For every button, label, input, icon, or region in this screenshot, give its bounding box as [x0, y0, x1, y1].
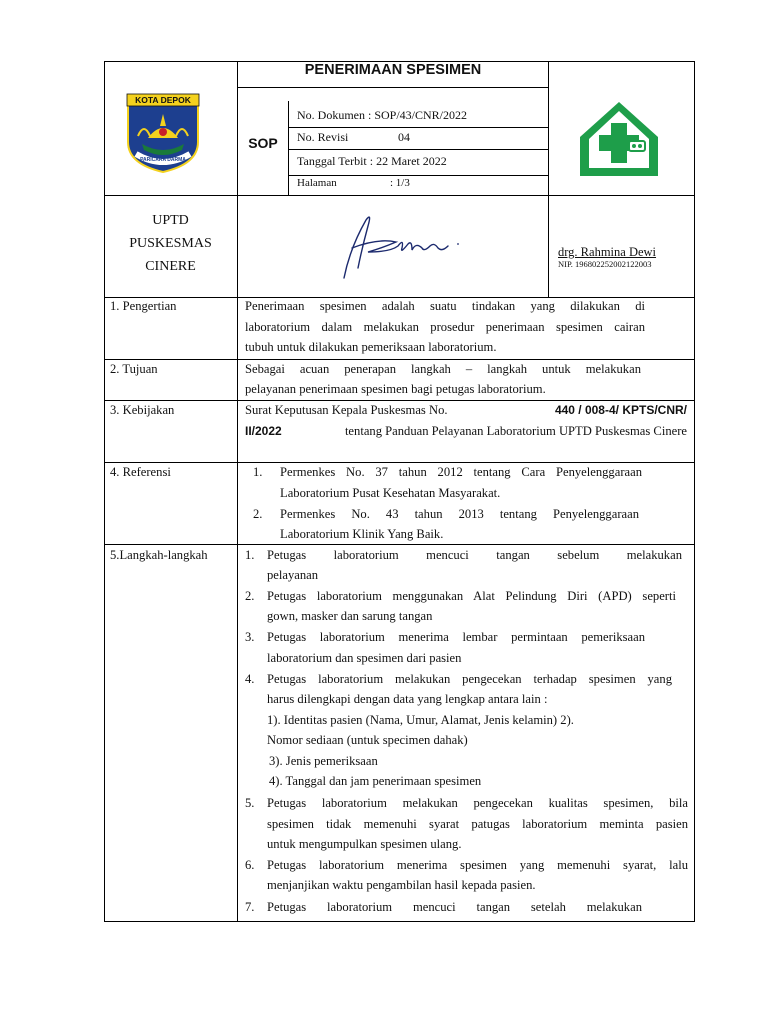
- langkah-6-line-2: menjanjikan waktu pengambilan hasil kepada pasien.: [267, 878, 536, 892]
- puskesmas-logo: [577, 99, 661, 179]
- referensi-2-line-2: Laboratorium Klinik Yang Baik.: [280, 527, 444, 541]
- referensi-2-line-1: Permenkes No. 43 tahun 2013 tentang Penyelenggaraan: [280, 507, 639, 521]
- kebijakan-line-1: [245, 402, 687, 418]
- row-divider-kebijakan: [104, 462, 695, 463]
- org-line-1: UPTD: [152, 213, 189, 228]
- halaman-label: Halaman: [297, 177, 337, 189]
- referensi-number-2: 2.: [253, 507, 263, 521]
- header-bottom-line: [104, 195, 695, 196]
- org-line-3: CINERE: [145, 259, 196, 274]
- row-divider-tujuan: [104, 400, 695, 401]
- label-tujuan: 2. Tujuan: [110, 362, 158, 376]
- referensi-number-1: 1.: [253, 465, 263, 479]
- langkah-1-line-1: Petugas laboratorium mencuci tangan sebelum melakukan: [267, 548, 682, 562]
- langkah-6-line-1: Petugas laboratorium menerima spesimen yang memenuhi syarat, lalu: [267, 858, 688, 872]
- label-langkah: 5.Langkah-langkah: [110, 548, 208, 562]
- table-border-bottom: [104, 921, 695, 922]
- document-title: PENERIMAAN SPESIMEN: [304, 62, 482, 78]
- no-dokumen: No. Dokumen : SOP/43/CNR/2022: [297, 108, 468, 122]
- halaman-value: : 1/3: [390, 177, 410, 189]
- langkah-4-line-2: harus dilengkapi dengan data yang lengkap antara lain :: [267, 692, 548, 706]
- langkah-4-line-1: Petugas laboratorium melakukan pengecekan terhadap spesimen yang: [267, 672, 672, 686]
- langkah-5-line-1: Petugas laboratorium melakukan pengecekan kualitas spesimen, bila: [267, 796, 688, 810]
- logo-motto: PARICARA DARMA: [140, 157, 186, 163]
- kebijakan-sk-year: II/2022: [245, 424, 282, 438]
- langkah-4-line-4: Nomor sediaan (untuk specimen dahak): [267, 733, 468, 747]
- langkah-number-5: 5.: [245, 796, 255, 810]
- header-divider-right: [548, 61, 549, 297]
- pengertian-line-3: tubuh untuk dilakukan pemeriksaan laboratorium.: [245, 340, 497, 354]
- langkah-2-line-2: gown, masker dan sarung tangan: [267, 609, 433, 623]
- langkah-number-3: 3.: [245, 630, 255, 644]
- referensi-1-line-2: Laboratorium Pusat Kesehatan Masyarakat.: [280, 486, 501, 500]
- kebijakan-sk-number: 440 / 008-4/ KPTS/CNR/: [554, 403, 687, 417]
- no-revisi-label: No. Revisi: [297, 130, 349, 144]
- langkah-number-1: 1.: [245, 548, 255, 562]
- pengertian-line-1: Penerimaan spesimen adalah suatu tindakan yang dilakukan di: [245, 299, 645, 313]
- header-divider-left: [237, 61, 238, 297]
- row-divider-pengertian: [104, 359, 695, 360]
- langkah-4-line-6: 4). Tanggal dan jam penerimaan spesimen: [269, 774, 482, 788]
- signature: [338, 208, 468, 284]
- label-pengertian: 1. Pengertian: [110, 299, 177, 313]
- table-border-left: [104, 61, 105, 922]
- title-row-divider: [237, 87, 549, 88]
- label-kebijakan: 3. Kebijakan: [110, 403, 175, 417]
- org-line-2: PUSKESMAS: [129, 236, 212, 251]
- meta-divider-2: [288, 149, 549, 150]
- label-referensi: 4. Referensi: [110, 465, 171, 479]
- langkah-number-4: 4.: [245, 672, 255, 686]
- kebijakan-text-plain: Surat Keputusan Kepala Puskesmas No.: [245, 403, 448, 417]
- langkah-4-line-5: 3). Jenis pemeriksaan: [269, 754, 378, 768]
- tujuan-line-2: pelayanan penerimaan spesimen bagi petugas laboratorium.: [245, 382, 546, 396]
- langkah-3-line-1: Petugas laboratorium menerima lembar permintaan pemeriksaan: [267, 630, 645, 644]
- signatory-name: drg. Rahmina Dewi: [558, 245, 657, 259]
- signature-scribble-icon: [338, 208, 468, 284]
- langkah-5-line-2: spesimen tidak memenuhi syarat patugas laboratorium meminta pasien: [267, 817, 688, 831]
- kebijakan-text-tentang: tentang Panduan Pelayanan Laboratorium UPTD Puskesmas Cinere: [344, 424, 687, 438]
- body-label-divider: [237, 297, 238, 922]
- kebijakan-line-2: [245, 423, 687, 439]
- referensi-1-line-1: Permenkes No. 37 tahun 2012 tentang Cara Penyelenggaraan: [280, 465, 642, 479]
- signatory-nip: NIP. 196802252002122003: [558, 259, 652, 269]
- langkah-1-line-2: pelayanan: [267, 568, 319, 582]
- logo-text: KOTA DEPOK: [135, 95, 191, 105]
- pengertian-line-2: laboratorium dalam melakukan prosedur penerimaan spesimen cairan: [245, 320, 645, 334]
- langkah-number-2: 2.: [245, 589, 255, 603]
- tujuan-line-1: Sebagai acuan penerapan langkah – langkah untuk melakukan: [245, 362, 641, 376]
- row-divider-referensi: [104, 544, 695, 545]
- langkah-2-line-1: Petugas laboratorium menggunakan Alat Pelindung Diri (APD) seperti: [267, 589, 676, 603]
- table-border-right: [694, 61, 695, 922]
- puskesmas-cross-icon: [577, 99, 661, 179]
- no-revisi-value: 04: [398, 130, 410, 144]
- langkah-number-7: 7.: [245, 900, 255, 914]
- langkah-4-line-3: 1). Identitas pasien (Nama, Umur, Alamat, Jenis kelamin) 2).: [267, 713, 574, 727]
- langkah-7-line-1: Petugas laboratorium mencuci tangan setelah melakukan: [267, 900, 642, 914]
- langkah-3-line-2: laboratorium dan spesimen dari pasien: [267, 651, 462, 665]
- sop-label-divider: [288, 101, 289, 195]
- kota-depok-logo: [124, 92, 202, 174]
- tanggal-terbit: Tanggal Terbit : 22 Maret 2022: [297, 154, 447, 168]
- langkah-number-6: 6.: [245, 858, 255, 872]
- sop-label: SOP: [248, 135, 278, 151]
- meta-divider-1: [288, 127, 549, 128]
- langkah-5-line-3: untuk mengumpulkan spesimen ulang.: [267, 837, 462, 851]
